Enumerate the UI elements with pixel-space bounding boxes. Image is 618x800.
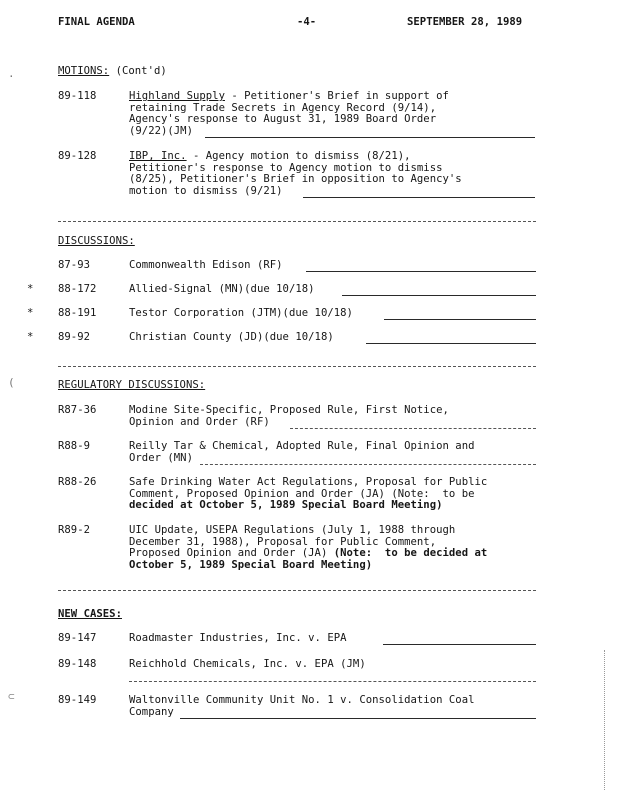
star-marker: * bbox=[27, 283, 34, 295]
regulatory-note: decided at October 5, 1989 Special Board Meeting) bbox=[129, 499, 443, 511]
motion-item-line: Agency's response to August 31, 1989 Board Order bbox=[129, 113, 437, 125]
motion-item-line: IBP, Inc. - Agency motion to dismiss (8/21), bbox=[129, 150, 411, 162]
star-marker: * bbox=[27, 331, 34, 343]
regulatory-note: October 5, 1989 Special Board Meeting) bbox=[129, 558, 373, 571]
signature-line bbox=[383, 644, 536, 645]
signature-line bbox=[200, 464, 536, 465]
signature-line bbox=[306, 271, 536, 272]
signature-line bbox=[180, 718, 536, 719]
section-divider bbox=[58, 221, 536, 222]
case-number: 89-148 bbox=[58, 658, 97, 670]
motions-heading: MOTIONS: bbox=[58, 65, 110, 77]
motion-item-line: Highland Supply - Petitioner's Brief in support of bbox=[129, 90, 449, 102]
scan-edge-artifact bbox=[604, 650, 605, 790]
case-number: 89-118 bbox=[58, 90, 97, 102]
regulatory-item-line: Modine Site-Specific, Proposed Rule, First Notice, bbox=[129, 404, 449, 416]
case-number: 89-149 bbox=[58, 694, 97, 706]
page-number: -4- bbox=[297, 16, 317, 28]
signature-line bbox=[366, 343, 536, 344]
section-divider bbox=[58, 590, 536, 591]
case-number: R89-2 bbox=[58, 524, 90, 536]
discussion-item: Commonwealth Edison (RF) bbox=[129, 259, 283, 271]
signature-line bbox=[129, 681, 536, 682]
regulatory-item-line: Opinion and Order (RF) bbox=[129, 415, 270, 428]
star-marker: * bbox=[27, 307, 34, 319]
case-number: R88-26 bbox=[58, 476, 97, 488]
signature-line bbox=[303, 197, 535, 198]
new-case-item: Company bbox=[129, 705, 174, 718]
case-number: 89-147 bbox=[58, 632, 97, 644]
regulatory-item-line: Proposed Opinion and Order (JA) (Note: to be decided at bbox=[129, 547, 488, 559]
signature-line bbox=[342, 295, 536, 296]
discussions-heading: DISCUSSIONS: bbox=[58, 235, 135, 247]
signature-line bbox=[384, 319, 536, 320]
regulatory-note: (Note: to be decided at bbox=[327, 547, 488, 559]
party-name: IBP, Inc. bbox=[129, 150, 187, 162]
regulatory-heading: REGULATORY DISCUSSIONS: bbox=[58, 379, 206, 391]
regulatory-item-line: December 31, 1988), Proposal for Public Comment, bbox=[129, 535, 437, 548]
scan-speck: · bbox=[8, 70, 15, 83]
case-number: 88-172 bbox=[58, 283, 97, 295]
regulatory-item-line: Comment, Proposed Opinion and Order (JA) (Note: to be bbox=[129, 487, 475, 500]
motion-item-line: (8/25), Petitioner's Brief in opposition to Agency's bbox=[129, 173, 462, 185]
scan-speck: ( bbox=[8, 376, 15, 389]
new-case-item: Reichhold Chemicals, Inc. v. EPA (JM) bbox=[129, 658, 366, 670]
case-number: R87-36 bbox=[58, 404, 97, 416]
discussion-item: Allied-Signal (MN)(due 10/18) bbox=[129, 283, 315, 295]
motion-item-line: motion to dismiss (9/21) bbox=[129, 184, 283, 197]
case-number: 87-93 bbox=[58, 259, 90, 271]
regulatory-item-line: Reilly Tar & Chemical, Adopted Rule, Final Opinion and bbox=[129, 440, 475, 452]
new-case-item: Waltonville Community Unit No. 1 v. Consolidation Coal bbox=[129, 694, 475, 706]
case-number: 89-92 bbox=[58, 331, 90, 343]
motion-item-line: retaining Trade Secrets in Agency Record (9/14), bbox=[129, 101, 437, 114]
header-date: SEPTEMBER 28, 1989 bbox=[407, 16, 523, 28]
new-cases-heading: NEW CASES: bbox=[58, 608, 122, 620]
party-name: Highland Supply bbox=[129, 90, 225, 102]
signature-line bbox=[290, 428, 536, 429]
new-case-item: Roadmaster Industries, Inc. v. EPA bbox=[129, 632, 347, 644]
discussion-item: Testor Corporation (JTM)(due 10/18) bbox=[129, 307, 353, 319]
case-number: 89-128 bbox=[58, 150, 97, 162]
motions-heading-row bbox=[58, 66, 167, 78]
regulatory-item-line: UIC Update, USEPA Regulations (July 1, 1988 through bbox=[129, 524, 456, 536]
discussion-item: Christian County (JD)(due 10/18) bbox=[129, 331, 334, 343]
scan-speck: ⊂ bbox=[8, 690, 15, 703]
section-divider bbox=[58, 366, 536, 367]
motion-item-line: Petitioner's response to Agency motion to dismiss bbox=[129, 161, 443, 174]
regulatory-item-line: Safe Drinking Water Act Regulations, Proposal for Public bbox=[129, 476, 488, 488]
header-left: FINAL AGENDA bbox=[58, 16, 135, 28]
case-number: R88-9 bbox=[58, 440, 90, 452]
motions-heading-suffix: (Cont'd) bbox=[115, 65, 167, 77]
motion-item-line: (9/22)(JM) bbox=[129, 124, 193, 137]
case-number: 88-191 bbox=[58, 307, 97, 319]
regulatory-item-line: Order (MN) bbox=[129, 451, 193, 464]
signature-line bbox=[205, 137, 535, 138]
